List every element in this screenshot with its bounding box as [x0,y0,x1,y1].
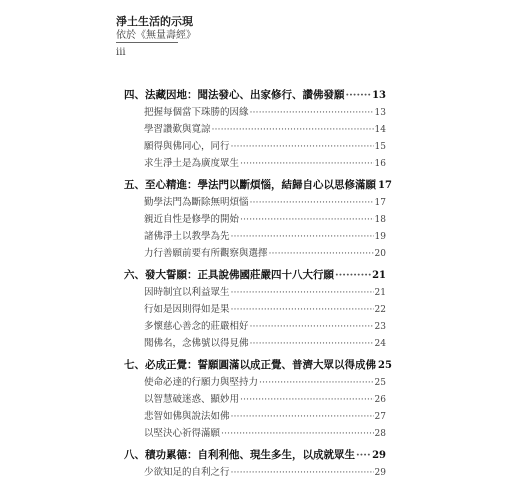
section-page: 28 [374,429,386,439]
toc-chapter [124,357,392,374]
dot-leader [231,304,374,315]
chapter-page: 13 [372,90,386,101]
section-title: 聞佛名，念佛號以得見佛 [144,338,249,349]
book-title: 淨土生活的示現 [116,15,193,28]
section-page: 29 [374,468,386,478]
dot-leader [250,107,374,118]
dot-leader [212,124,374,135]
header-rule [116,42,178,43]
dot-leader [231,141,374,152]
book-subtitle: 依於《無量壽經》 [116,30,196,41]
section-page: 14 [374,125,386,135]
chapter-page: 25 [378,360,392,371]
section-title: 諸佛淨土以教學為先 [144,231,230,242]
section-title: 力行善願前要有所觀察與選擇 [144,248,268,259]
section-title: 行如是因則得如是果 [144,304,230,315]
section-title: 願得與佛同心，同行 [144,141,230,152]
chapter-title: 六、發大誓願：正具說佛國莊嚴四十八大行願 [124,269,334,281]
running-header [116,15,196,42]
chapter-title: 七、必成正覺：誓願圓滿以成正覺、普濟大眾以得成佛 [124,359,376,371]
toc-section [144,284,386,301]
dot-leader [356,449,371,461]
section-title: 親近自性是修學的開始 [144,214,240,225]
dot-leader [240,158,374,169]
section-page: 24 [374,339,386,349]
toc-section [144,408,386,425]
section-page: 25 [374,378,386,388]
section-page: 16 [374,159,386,169]
chapter-title: 八、積功累德：自利利他、現生多生，以成就眾生 [124,449,355,461]
toc-chapter [124,87,386,104]
section-title: 求生淨土是為廣度眾生 [144,158,240,169]
dot-leader [231,467,374,478]
section-title: 以智慧破迷惑、顯妙用 [144,394,240,405]
toc-section [144,425,386,442]
dot-leader [335,269,371,281]
section-title: 學習讚歎與寬諒 [144,124,211,135]
toc-section [144,245,386,262]
toc-section [144,194,386,211]
toc-section [144,335,386,352]
toc-chapter [124,267,386,284]
dot-leader [240,394,374,405]
section-page: 19 [374,232,386,242]
chapter-title: 五、至心精進：學法門以斷煩惱，結歸自心以思修滿願 [124,179,376,191]
toc-section [144,138,386,155]
toc-section [144,318,386,335]
dot-leader [221,428,374,439]
section-page: 27 [374,412,386,422]
section-page: 22 [374,305,386,315]
toc-section [144,155,386,172]
section-title: 以堅決心祈得滿願 [144,428,221,439]
section-page: 20 [374,249,386,259]
section-page: 18 [374,215,386,225]
toc-section [144,121,386,138]
toc-section [144,374,386,391]
section-page: 23 [374,322,386,332]
section-page: 17 [374,198,386,208]
page-number: iii [116,47,126,58]
dot-leader [250,197,374,208]
toc-section [144,228,386,245]
toc-chapter [124,177,392,194]
section-page: 15 [374,142,386,152]
chapter-title: 四、法藏因地：聞法發心、出家修行、讚佛發願 [124,89,345,101]
chapter-page: 17 [378,180,392,191]
toc-section [144,211,386,228]
section-title: 勤學法門為斷除無明煩惱 [144,197,249,208]
section-page: 21 [374,288,386,298]
dot-leader [259,377,374,388]
dot-leader [231,287,374,298]
section-title: 少欲知足的自利之行 [144,467,230,478]
section-title: 把握每個當下珠勝的因緣 [144,107,249,118]
dot-leader [346,89,372,101]
section-title: 悲智如佛與說法如佛 [144,411,230,422]
table-of-contents [124,87,392,481]
section-page: 13 [374,108,386,118]
toc-section [144,104,386,121]
dot-leader [250,338,374,349]
toc-section [144,464,386,481]
chapter-page: 29 [372,450,386,461]
toc-section [144,301,386,318]
toc-section [144,391,386,408]
toc-chapter [124,447,386,464]
dot-leader [240,214,374,225]
dot-leader [269,248,374,259]
dot-leader [231,411,374,422]
dot-leader [231,231,374,242]
section-title: 因時制宜以利益眾生 [144,287,230,298]
section-title: 多懷慈心善念的莊嚴相好 [144,321,249,332]
section-title: 使命必達的行願力與堅持力 [144,377,259,388]
dot-leader [250,321,374,332]
section-page: 26 [374,395,386,405]
chapter-page: 21 [372,270,386,281]
